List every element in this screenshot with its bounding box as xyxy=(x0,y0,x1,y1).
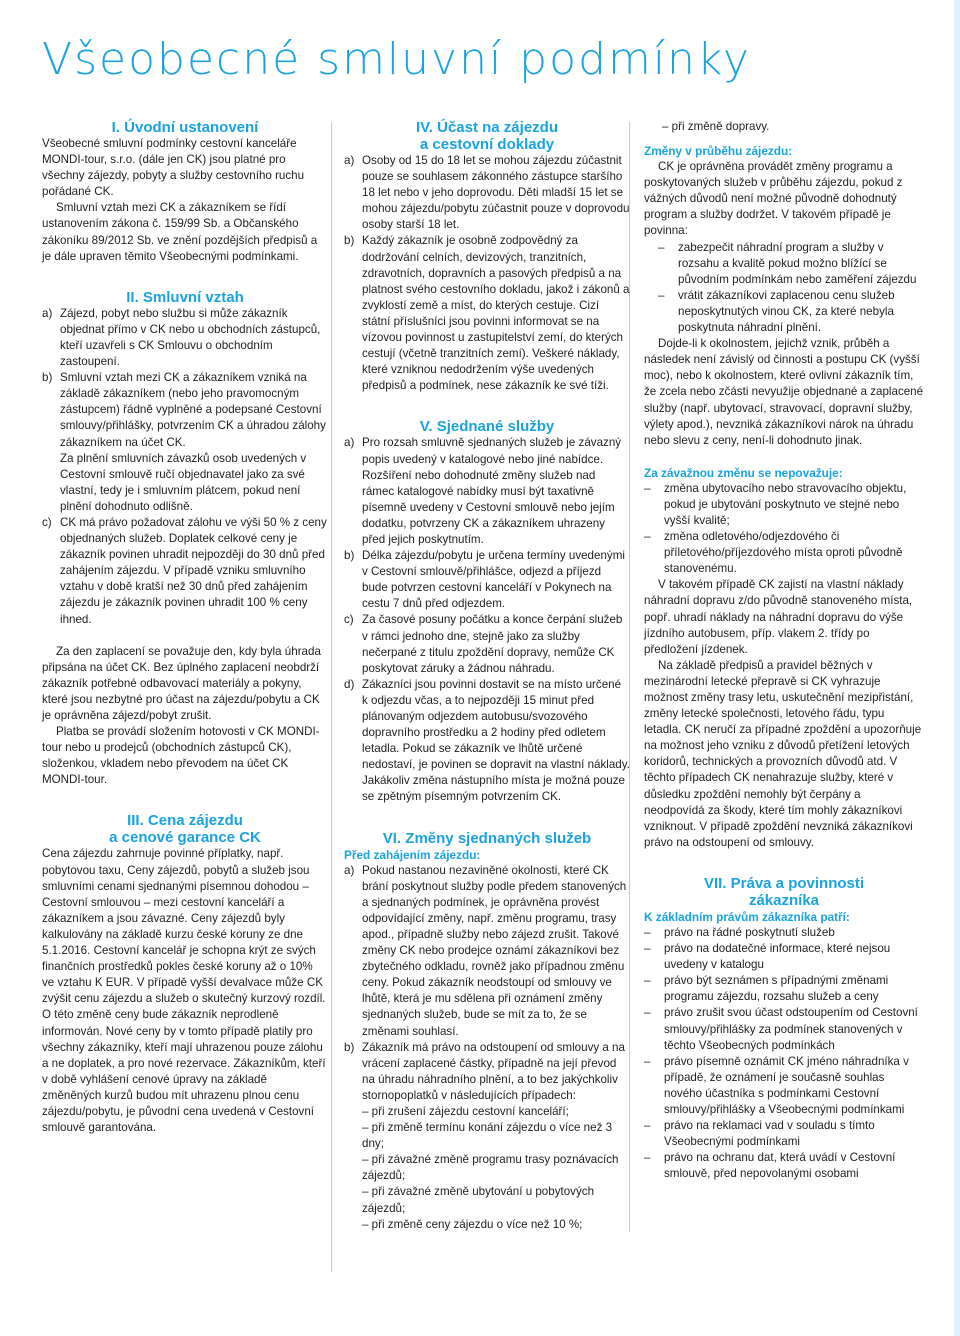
list-item: b) Smluvní vztah mezi CK a zákazníkem vzniká na základě zákazníkem (nebo jeho pravomocným zástupcem) řádně vyplněné a podepsané Cestovní smlouvy/přihlášky, potvrzením CK a úhradou zálohy zákazníkem na účet CK. xyxy=(42,371,326,449)
list-item: c) CK má právo požadovat zálohu ve výši 50 % z ceny objednaných služeb. Doplatek celkové ceny je zákazník povinen uhradit nejpozději do 30 dnů před zahájením zájezdu. V případě vzniku smluvního vztahu v době kratší než 30 dnů před zahájením zájezdu je zákazník povinen uhradit 100 % ceny ihned. xyxy=(42,515,327,626)
paragraph: Všeobecné smluvní podmínky cestovní kanceláře MONDI-tour, s.r.o. (dále jen CK) jsou platné pro všechny zájezdy, pobyty a služby cestovního ruchu pořádané CK. xyxy=(42,137,305,199)
section-heading: VI. Změny sjednaných služeb xyxy=(382,829,592,847)
list-item: a) Pokud nastanou nezaviněné okolnosti, které CK brání poskytnout služby podle předem stanovených a sjednaných podmínek, je oprávněna provést odpovídající změny, např. změnu programu, trasy apod., případně služby nebo zájezd zrušit. Takové změny CK nebo prodejce oznámí zákazníkovi bez zbytečného odkladu, rovněž jako případnou změnu ceny. Pokud zákazník neodstoupí od smlouvy ve lhůtě, která je mu sdělena při oznámení změny sjednaných služeb, bude se mít za to, že se změnami souhlasí. xyxy=(344,863,627,1038)
list-item: – při změně ceny zájezdu o více než 10 %; xyxy=(362,1217,583,1231)
list-item: – zabezpečit náhradní program a služby v rozsahu a kvalitě pokud možno blížící se původním podmínkám nebo zaměření zájezdu xyxy=(658,240,917,286)
list-item: a) Zájezd, pobyt nebo službu si může zákazník objednat přímo v CK nebo u obchodních zástupců, kteří uzavřeli s CK Smlouvu o obchodním zastoupení. xyxy=(42,306,321,369)
paragraph: Cena zájezdu zahrnuje povinné příplatky, např. pobytovou taxu, Ceny zájezdů, pobytů a služeb jsou smluvními cenami sjednanými písemnou dohodou – Cestovní smlouvou – mezi cestovní kanceláří a zákazníkem a jsou závazné. Ceny zájezdů byly kalkulovány na základě kurzu české koruny ze dne 5.1.2016. Cestovní kancelář je schopna krýt ze svých finančních prostředků pokles české koruny až o 10% ve vztahu K EUR. V případě vyšší devalvace může CK zvýšit cenu zájezdu a služeb o skutečný kurzový rozdíl. O této změně ceny bude zákazník neprodleně informován. Nové ceny by v tomto případě platily pro všechny zákazníky, kteří mají uhrazenou pouze zálohu a ne doplatek, a pro nové rezervace. Zákazníkům, kteří v době vyhlášení cenové úpravy na základě změněných kurzů budou mít uhrazenu plnou cenu zájezdu/pobytu, je původní cena uvedená v Cestovní smlouvě garantována. xyxy=(42,847,326,1135)
paragraph: Platba se provádí složením hotovosti v CK MONDI-tour nebo u prodejců (obchodních zástupců CK), složenkou, vkladem nebo převodem na účet CK MONDI-tour. xyxy=(42,725,320,787)
list-item: – změna ubytovacího nebo stravovacího objektu, pokud je ubytování poskytnuto ve stejné nebo vyšší kvalitě; xyxy=(644,481,907,527)
section-heading: a cestovní doklady xyxy=(419,136,555,153)
paragraph: Na základě předpisů a pravidel běžných v mezinárodní letecké přepravě si CK vyhrazuje možnost změny trasy letu, uskutečnění mezipřistání, změny letecké společnosti, letového řádu, typu letadla. CK neručí za případné zpoždění a upozorňuje na možnost jeho vzniku z důvodů přetížení letových koridorů, technických a provozních důvodů atd. V těchto případech CK nenahrazuje služby, které v důsledku zpoždění nemohly být čerpány a neodpovídá za škody, které tím mohly zákazníkovi vzniknout. V případě zpoždění nevzniká zákazníkovi právo na odstoupení od smlouvy. xyxy=(644,658,922,849)
column-3 xyxy=(644,119,924,1182)
list-item: – při zrušení zájezdu cestovní kanceláří; xyxy=(362,1104,569,1118)
section-heading: IV. Účast na zájezdu xyxy=(415,119,558,136)
column-2 xyxy=(344,119,630,1233)
section-heading: VII. Práva a povinnosti xyxy=(703,874,865,892)
list-item: – vrátit zákazníkovi zaplacenou cenu služeb neposkytnutých vinou CK, za které nebyla poskytnuta náhradní plnění. xyxy=(658,288,895,335)
list-item: – právo být seznámen s případnými změnami programu zájezdu, rozsahu služeb a ceny xyxy=(644,974,889,1004)
page-title: Všeobecné smluvní podmínky xyxy=(42,34,751,85)
paragraph: Smluvní vztah mezi CK a zákazníkem se řídí ustanovením zákona č. 159/99 Sb. a Občanského zákoníku 89/2012 Sb. ve znění pozdějších předpisů a je dále upraven těmito Všeobecnými podmínkami. xyxy=(42,201,318,263)
list-item: – při závažné změně ubytování u pobytových zájezdů; xyxy=(362,1185,595,1215)
column-divider xyxy=(331,122,332,1272)
list-item: d) Zákazníci jsou povinni dostavit se na místo určené k odjezdu včas, a to nejpozději 15 minut před plánovaným odjezdem autobusu/svozového dopravního prostředku a 2 hodiny před odletem letadla. Pokud se zákazník ve lhůtě určené nedostaví, je povinen se dopravit na vlastní náklady. Jakákoliv změna nástupního místa je možná pouze se zpětným písemným potvrzením CK. xyxy=(344,677,630,804)
section-heading: a cenové garance CK xyxy=(109,829,261,847)
edge-strip xyxy=(954,0,960,1336)
section-heading: I. Úvodní ustanovení xyxy=(111,119,259,136)
subheading: Změny v průběhu zájezdu: xyxy=(644,144,793,159)
list-item: – změna odletového/odjezdového či příletového/příjezdového místa oproti původně stanovenému. xyxy=(644,530,903,576)
list-item: – právo písemně oznámit CK jméno náhradníka v případě, že oznámení je současně souhlas nového účastníka s podmínkami Cestovní smlouvy/přihlášky a Všeobecnými podmínkami xyxy=(644,1054,909,1116)
list-item: – právo na reklamaci vad v souladu s tímto Všeobecnými podmínkami xyxy=(644,1119,875,1149)
list-item: b) Délka zájezdu/pobytu je určena termíny uvedenými v Cestovní smlouvě/přihlášce, odjezd a příjezd bude potvrzen cestovní kanceláří v Pokynech na cestu 7 dnů před odjezdem. xyxy=(344,549,625,611)
column-1 xyxy=(42,119,328,1136)
list-item: – právo na ochranu dat, která uvádí v Cestovní smlouvě, před nepovolanými osobami xyxy=(644,1151,896,1181)
paragraph: V takovém případě CK zajistí na vlastní náklady náhradní dopravu z/do původně stanoveného místa, popř. uhradí náklady na náhradní dopravu do výše jízdního autobusem, příp. vlakem 2. třídy po předložení jízdenek. xyxy=(644,578,913,656)
section-heading: V. Sjednané služby xyxy=(419,418,555,436)
subheading: Před zahájením zájezdu: xyxy=(344,847,481,862)
list-item: – při změně termínu konání zájezdu o více než 3 dny; xyxy=(362,1121,613,1151)
list-item: Za plnění smluvních závazků osob uvedených v Cestovní smlouvě ručí objednavatel jako za své vlastní, tedy je i smluvním plátcem, pokud není plnění dohodnuto odlišně. xyxy=(60,451,307,513)
list-item: – při závažné změně programu trasy poznávacích zájezdů; xyxy=(362,1153,619,1183)
list-item: – při změně dopravy. xyxy=(662,120,770,133)
section-heading: III. Cena zájezdu xyxy=(127,812,243,830)
section-heading: II. Smluvní vztah xyxy=(126,288,244,306)
list-item: – právo zrušit svou účast odstoupením od Cestovní smlouvy/přihlášky za podmínek stanovených v těchto Všeobecných podmínkách xyxy=(644,1006,918,1052)
paragraph: Za den zaplacení se považuje den, kdy byla úhrada připsána na účet CK. Bez úplného zaplacení neobdrží zákazník potřebné odbavovací materiály a pokyny, které jsou nezbytné pro účast na zájezdu/pobytu a CK je oprávněna zájezd/pobyt zrušit. xyxy=(42,644,321,722)
list-item: b) Zákazník má právo na odstoupení od smlouvy a na vrácení zaplacené částky, případně na její převod na úhradu náhradního plnění, a to bez jakýchkoliv stornopoplatků v následujících případech: xyxy=(344,1040,625,1102)
section-heading: zákazníka xyxy=(748,891,820,909)
list-item: b) Každý zákazník je osobně zodpovědný za dodržování celních, devizových, tranzitních, zdravotních, dopravních a pasových předpisů a na platnost svého cestovního dokladu, jakož i zákonů a zvyklostí země a míst, do kterých cestuje. Cizí státní příslušníci jsou povinni informovat se na vízovou povinnost u zastupitelství zemí, do kterých cestují (včetně tranzitních zemí). Veškeré náklady, které vzniknou nedodržením výše uvedených předpisů a podmínek, nese zákazník ke své tíži. xyxy=(344,234,630,393)
subheading: Za závažnou změnu se nepovažuje: xyxy=(644,465,843,480)
list-item: – právo na řádné poskytnutí služeb xyxy=(644,925,835,939)
list-item: c) Za časové posuny počátku a konce čerpání služeb v rámci jednoho dne, stejně jako za služby nečerpané z titulu zpoždění dopravy, nemůže CK poskytovat záruky a žádnou náhradu. xyxy=(344,613,623,675)
list-item: – právo na dodatečné informace, které nejsou uvedeny v katalogu xyxy=(644,942,891,972)
paragraph: Dojde-li k okolnostem, jejichž vznik, průběh a následek není závislý od činnosti a postupu CK (vyšší moc), nebo k okolnostem, které ovlivní zákazník tím, že zcela nebo zčásti nevyužije objednané a zaplacené služby (např. ubytovací, stravovací, dopravní služby, výlety apod.), nevzniká zákazníkovi nárok na úhradu nebo slevu z ceny, není-li dohodnuto jinak. xyxy=(644,337,924,447)
list-item: a) Osoby od 15 do 18 let se mohou zájezdu zúčastnit pouze se souhlasem zákonného zástupce staršího 18 let nebo v jeho doprovodu. Děti mladší 15 let se mohou zájezdu/pobytu zúčastnit pouze v doprovodu osoby starší 18 let. xyxy=(344,154,630,232)
subheading: K základním právům zákazníka patří: xyxy=(644,909,850,924)
list-item: a) Pro rozsah smluvně sjednaných služeb je závazný popis uvedený v katalogové nebo jiné nabídce. Rozšíření nebo dohodnuté změny služeb nad rámec katalogové nabídky musí být taxativně písemně uvedeny v Cestovní smlouvě nebo jejím dodatku, potvrzeny CK a zákazníkem uhrazeny před jejich poskytnutím. xyxy=(344,436,622,546)
paragraph: CK je oprávněna provádět změny programu a poskytovaných služeb v průběhu zájezdu, pokud z vážných důvodů není možné původně dohodnutý program a služby dodržet. V takovém případě je povinna: xyxy=(644,160,903,238)
